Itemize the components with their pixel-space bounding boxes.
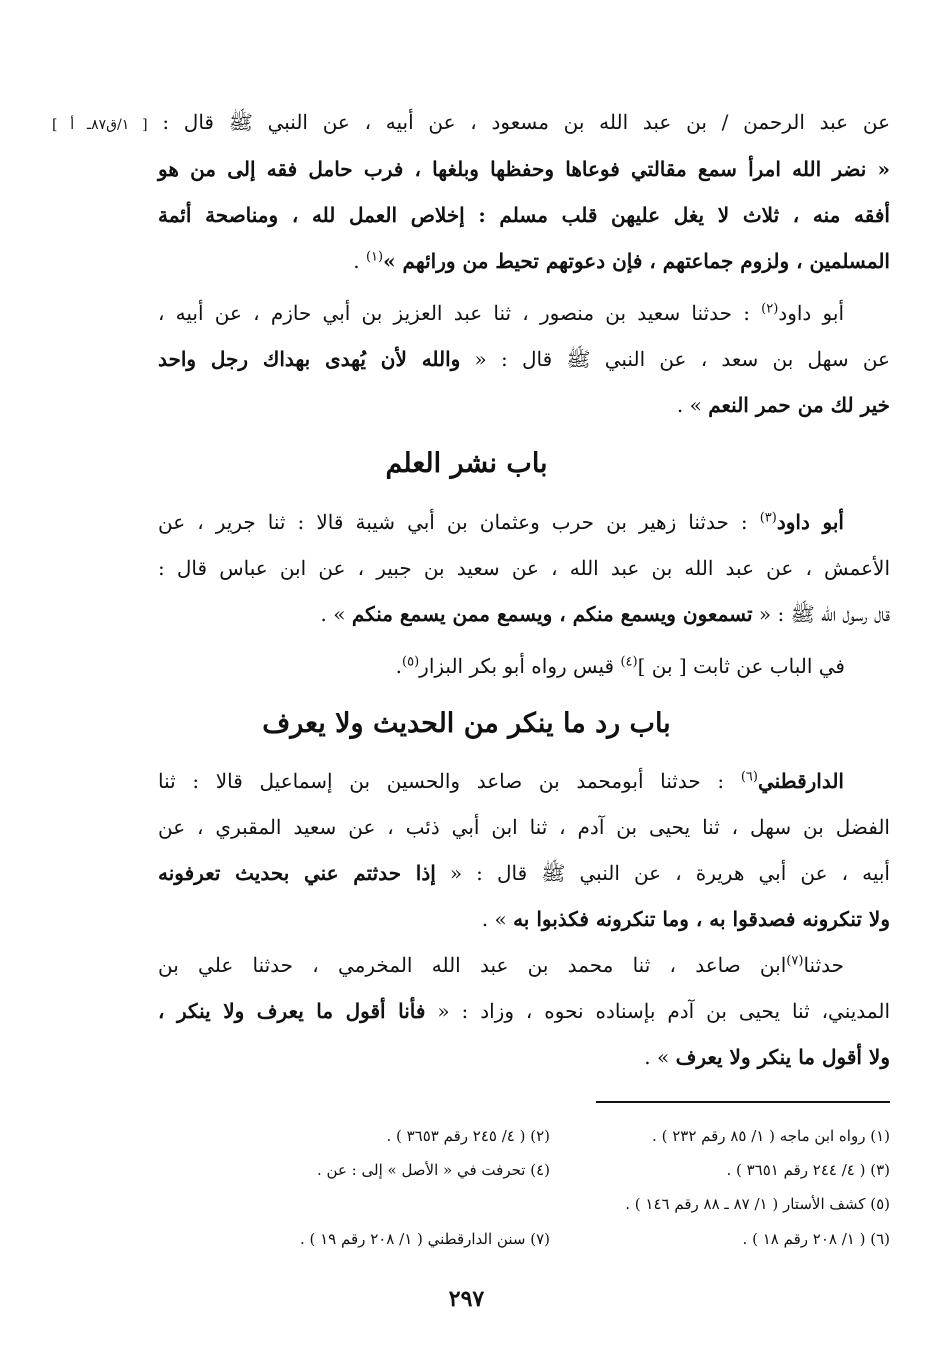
punctuation: . [395,654,403,678]
para1-text: عن عبد الرحمن / بن عبد الله بن مسعود ، عن أبيه ، عن النبي ﷺ قال : [162,110,891,134]
footnote-ref: (٤) [620,654,638,670]
para5-line3 [644,1037,890,1077]
footnote-7: (٧) سنن الدارقطني ( ١/ ٢٠٨ رقم ١٩ ) . [299,1230,550,1248]
para3-line2 [158,548,890,588]
hadith-text: « نضر الله امرأ سمع مقالتي فوعاها وحفظها وبلغها ، فرب حامل فقه إلى من هو [158,157,890,181]
footnote-ref: (١) [365,249,384,265]
hadith-text: ولا تنكرونه فصدقوا به ، وما تنكرونه فكذبوا به [513,907,890,931]
note-text: في الباب عن ثابت [ بن ] [637,654,845,678]
footnote-4: (٤) تحرفت في « الأصل » إلى : عن . [317,1161,550,1179]
para1-line3 [158,195,890,235]
para3-line1 [158,502,844,542]
isnad-text: الفضل بن سهل ، ثنا يحيى بن آدم ، ثنا ابن أبي ذئب ، عن سعيد المقبري ، عن [158,815,890,839]
punctuation: . [353,249,366,273]
hadith-text: فأنا أقول ما يعرف ولا ينكر ، [158,999,426,1023]
footnote-2: (٢) ( ٤/ ٢٤٥ رقم ٣٦٥٣ ) . [386,1127,550,1145]
isnad-text: قال رسول الله ﷺ : « [752,602,890,626]
hadith-text: والله لأن يُهدى بهداك رجل واحد [158,347,461,371]
footnote-ref: (٦) [740,769,758,785]
hadith-text: إذا حدثتم عني بحديث تعرفونه [158,861,436,885]
punctuation: » . [644,1045,676,1069]
narrator-name: أبو داود [778,301,844,325]
isnad-text: عن سهل بن سعد ، عن النبي ﷺ قال : « [460,347,890,371]
narrator-name: أبو داود [776,510,844,534]
footnote-ref: (٣) [759,510,777,526]
isnad-text: : حدثنا أبومحمد بن صاعد والحسين بن إسماعيل قالا : ثنا [158,769,741,793]
hadith-text: خير لك من حمر النعم [708,393,890,417]
narrator-name: حدثنا [803,953,844,977]
hadith-text: المسلمين ، ولزوم جماعتهم ، فإن دعوتهم تحيط من ورائهم » [383,249,890,273]
isnad-text: ابن صاعد ، ثنا محمد بن عبد الله المخرمي ، حدثنا علي بن [158,953,787,977]
margin-manuscript-ref: [ ١/ق٨٧ـ أ ] [52,117,148,133]
footnote-separator [596,1101,890,1103]
page-number: ٢٩٧ [448,1286,485,1312]
footnote-ref: (٢) [761,301,779,317]
hadith-text: تسمعون ويسمع منكم ، ويسمع ممن يسمع منكم [351,602,753,626]
narrator-name: الدارقطني [757,769,844,793]
para1-line4 [353,241,890,281]
footnote-1: (١) رواه ابن ماجه ( ١/ ٨٥ رقم ٢٣٢ ) . [652,1127,890,1145]
punctuation: » . [481,907,514,931]
hadith-text: ولا أقول ما ينكر ولا يعرف [675,1045,890,1069]
para5-line2 [158,991,890,1031]
isnad-text: المديني، ثنا يحيى بن آدم بإسناده نحوه ، وزاد : « [425,999,891,1023]
section-heading: باب نشر العلم [385,448,548,479]
punctuation: » . [320,602,352,626]
section-heading: باب رد ما ينكر من الحديث ولا يعرف [262,708,671,739]
footnote-6: (٦) ( ١/ ٢٠٨ رقم ١٨ ) . [742,1230,890,1248]
para2-line1 [158,293,844,333]
isnad-text: أبيه ، عن أبي هريرة ، عن النبي ﷺ قال : « [435,861,890,885]
punctuation: » . [676,393,709,417]
isnad-text: الأعمش ، عن عبد الله بن عبد الله ، عن سعيد بن جبير ، عن ابن عباس قال : [158,556,890,580]
hadith-text: أفقه منه ، ثلاث لا يغل عليهن قلب مسلم : إخلاص العمل لله ، ومناصحة أئمة [158,203,890,227]
isnad-text: : حدثنا سعيد بن منصور ، ثنا عبد العزيز بن أبي حازم ، عن أبيه ، [158,301,762,325]
footnote-5: (٥) كشف الأستار ( ١/ ٨٧ ـ ٨٨ رقم ١٤٦ ) . [625,1195,890,1213]
para2-line2 [158,339,890,379]
para4-line1 [158,761,844,801]
para3-line4 [396,646,845,686]
footnote-3: (٣) ( ٤/ ٢٤٤ رقم ٣٦٥١ ) . [726,1161,890,1179]
para3-line3 [321,594,890,634]
para5-line1 [158,945,844,985]
para1-line1 [52,102,890,142]
para4-line3 [158,853,890,893]
para4-line2 [158,807,890,847]
para1-line2 [158,149,890,189]
para2-line3 [677,385,890,425]
footnote-ref: (٧) [786,953,804,969]
footnote-ref: (٥) [402,654,420,670]
para4-line4 [482,899,890,939]
note-text: قيس رواه أبو بكر البزار [419,654,621,678]
isnad-text: : حدثنا زهير بن حرب وعثمان بن أبي شيبة قالا : ثنا جرير ، عن [158,510,760,534]
